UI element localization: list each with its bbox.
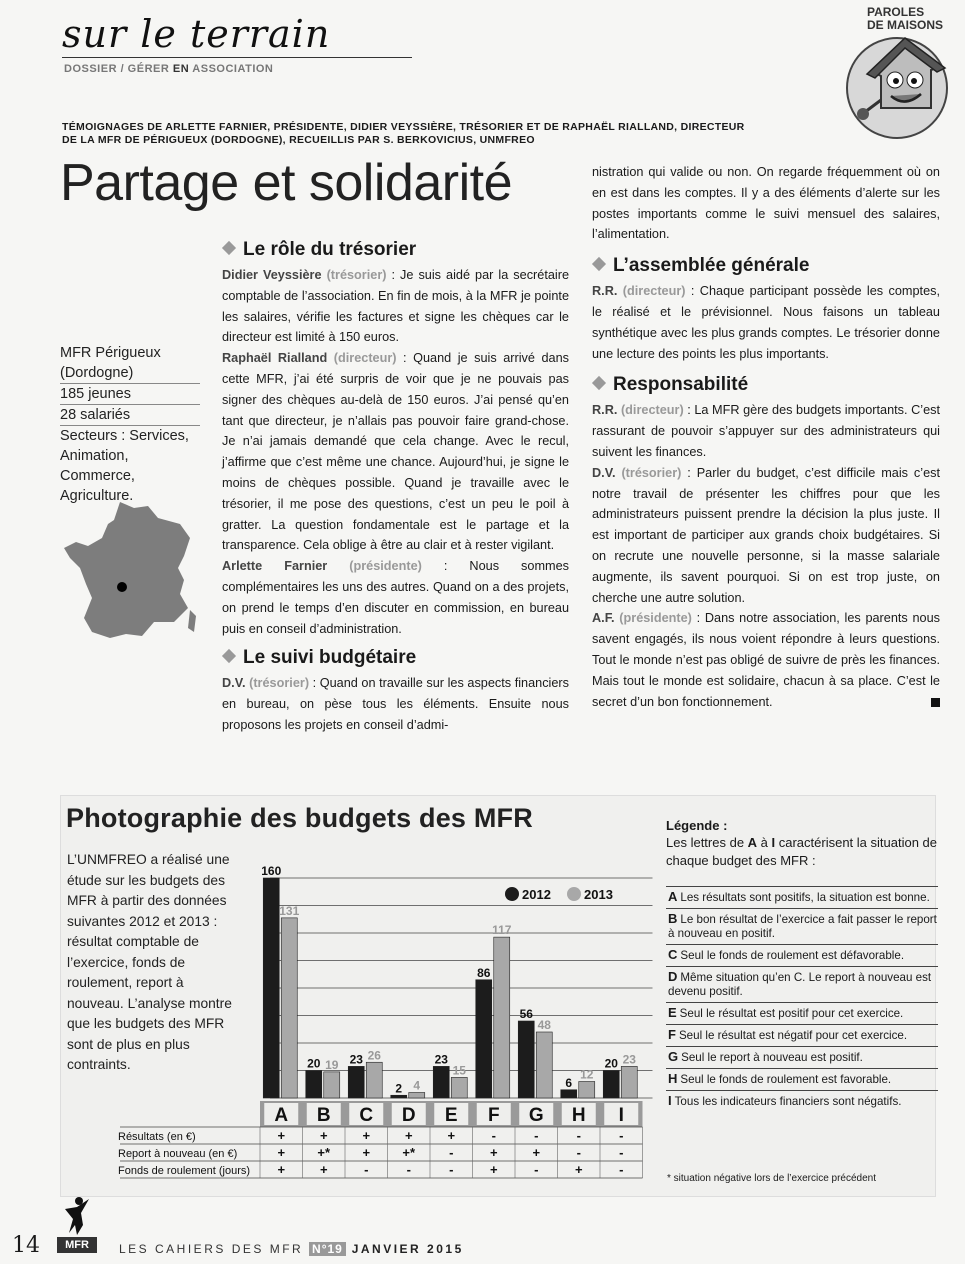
- speaker-role: (trésorier): [621, 465, 682, 480]
- bar-value-label: 4: [413, 1078, 421, 1093]
- infobox-intro: L’UNMFREO a réalisé une étude sur les budgets des MFR à partir des données suivantes 2012 et 2013 : résultat comptable de l’exercice, fonds de roulement, report à nouveau. L’analyse montre que les budgets des MFR sont de plus en plus contraints.: [67, 852, 232, 1072]
- paragraph-text: : Chaque participant possède les comptes, le réalisé et le prévisionnel. Nous faisons un tableau synthétique avec les plus grands comptes. Le trésorier donne une lecture des points les plus importants.: [592, 284, 940, 361]
- category-label: B: [316, 1105, 331, 1126]
- bar-2012-D: [391, 1095, 407, 1098]
- indicator-cell: +: [319, 1128, 328, 1143]
- indicator-cell: +: [574, 1162, 583, 1177]
- legend-item-key: B: [668, 911, 678, 926]
- bar-value-label: 15: [452, 1063, 466, 1078]
- paragraph: [592, 608, 940, 712]
- heading-text: Responsabilité: [613, 374, 749, 396]
- issue-date: JANVIER 2015: [351, 1242, 464, 1256]
- legend-item-key: G: [668, 1049, 679, 1064]
- paragraph-text: : Je suis aidé par la secrétaire comptable de l’association. En fin de mois, à la MFR je pointe les salaires, vérifie les factures et signe les chèques car le directeur est limité à 150 euros.: [222, 268, 569, 345]
- speaker-name: R.R.: [592, 403, 618, 418]
- bar-2013-B: [324, 1072, 340, 1098]
- speaker-name: Arlette Farnier: [222, 559, 328, 574]
- heading-responsabilite: [592, 372, 940, 398]
- paragraph: [592, 281, 940, 364]
- diamond-icon: [592, 376, 606, 390]
- legend-item-key: E: [668, 1005, 677, 1020]
- category-label: H: [571, 1105, 586, 1126]
- indicator-cell: +: [489, 1145, 498, 1160]
- bar-2012-F: [476, 980, 492, 1098]
- category-label: A: [274, 1105, 289, 1126]
- chart-value-labels: [261, 864, 636, 1095]
- paragraph-text: : Parler du budget, c’est difficile mais c’est notre travail de présenter les chiffres pour que les administrateurs puissent prendre la décision la plus juste. Il est important de participer aux grands choix budgétaires. Si on recrute une nouvelle personne, si la masse salariale augmente, ils savent pourquoi. Si on est trop juste, on cherche une autre solution.: [592, 465, 940, 605]
- bar-2012-C: [348, 1066, 364, 1098]
- speaker-role: (trésorier): [249, 676, 310, 691]
- france-map-icon: [62, 498, 202, 648]
- bar-value-label: 48: [537, 1018, 551, 1032]
- dossier-suffix: ASSOCIATION: [192, 63, 274, 75]
- heading-text: Le rôle du trésorier: [243, 239, 417, 260]
- legend-item-text: Seul le résultat est positif pour cet exercice.: [679, 1007, 904, 1020]
- legend-item: [666, 1046, 938, 1068]
- bar-value-label: 12: [580, 1067, 594, 1082]
- diamond-icon: [222, 649, 236, 663]
- indicator-cell: -: [619, 1145, 624, 1160]
- indicator-row-label: Fonds de roulement (jours): [118, 1165, 251, 1177]
- bar-value-label: 117: [492, 923, 512, 938]
- bar-value-label: 56: [519, 1007, 533, 1021]
- indicator-cell: +: [404, 1128, 413, 1143]
- indicator-cell: +: [532, 1145, 541, 1160]
- speaker-name: Didier Veyssière: [222, 268, 322, 282]
- section-rubric: sur le terrain: [62, 12, 331, 56]
- indicator-cell: +: [447, 1128, 456, 1143]
- indicator-cell: +: [277, 1162, 286, 1177]
- indicator-cell: +*: [402, 1145, 416, 1160]
- mfr-info-sidebar: [60, 343, 200, 506]
- legend-item: [666, 1068, 938, 1090]
- legend-item: [666, 886, 938, 908]
- dossier-prefix: DOSSIER / GÉRER: [64, 63, 170, 75]
- legend-item: [666, 1024, 938, 1046]
- paragraph: [592, 463, 940, 609]
- publication-name: LES CAHIERS DES MFR: [119, 1242, 304, 1256]
- legend-item-key: H: [668, 1071, 678, 1086]
- bar-2013-D: [409, 1093, 425, 1099]
- bar-value-label: 20: [307, 1056, 321, 1071]
- legend-list: [666, 886, 938, 1112]
- bar-value-label: 6: [565, 1075, 573, 1090]
- indicator-row-label: Résultats (en €): [118, 1131, 196, 1143]
- indicator-cell: +: [489, 1162, 498, 1177]
- bar-value-label: 26: [367, 1048, 381, 1063]
- indicator-cell: -: [619, 1162, 624, 1177]
- issue-number: N°19: [309, 1242, 346, 1256]
- dossier-label: [64, 63, 273, 75]
- dossier-em: EN: [172, 63, 190, 75]
- bar-2013-I: [621, 1066, 637, 1098]
- bar-value-label: 86: [477, 965, 491, 980]
- indicator-cell: +: [277, 1145, 286, 1160]
- category-label: G: [528, 1105, 544, 1126]
- bar-2012-A: [263, 878, 279, 1098]
- heading-role-tresorier: [222, 237, 569, 263]
- legend-title: Légende :: [666, 818, 728, 833]
- badge-line-2: DE MAISONS: [866, 18, 943, 32]
- heading-text: L’assemblée générale: [613, 255, 810, 277]
- chart-legend: [505, 887, 613, 902]
- legend-item-key: F: [668, 1027, 676, 1042]
- legend-item: [666, 908, 938, 944]
- sidebar-salaries: 28 salariés: [60, 405, 200, 426]
- indicator-row-label: Report à nouveau (en €): [118, 1148, 238, 1160]
- footer-publication: [119, 1242, 464, 1256]
- legend-label: 2012: [522, 887, 551, 902]
- bar-2013-G: [536, 1032, 552, 1098]
- category-label: I: [618, 1105, 624, 1126]
- bar-value-label: 2: [395, 1081, 403, 1096]
- heading-text: Le suivi budgétaire: [243, 647, 417, 669]
- bar-2012-E: [433, 1066, 449, 1098]
- bar-2013-A: [281, 918, 297, 1098]
- infobox-title: Photographie des budgets des MFR: [66, 803, 533, 833]
- legend-item: [666, 1090, 938, 1112]
- badge-text: [867, 6, 943, 32]
- legend-description: [666, 834, 938, 870]
- indicator-cell: +: [319, 1162, 328, 1177]
- speaker-role: (directeur): [620, 403, 684, 418]
- rubric-divider: [62, 57, 412, 58]
- indicator-cell: -: [534, 1162, 539, 1177]
- bar-value-label: 19: [325, 1057, 339, 1072]
- paragraph: [222, 673, 569, 735]
- bar-value-label: 160: [261, 864, 282, 878]
- indicator-cell: -: [576, 1128, 581, 1143]
- legend-item-text: Seul le résultat est négatif pour cet exercice.: [678, 1029, 908, 1042]
- legend-item-text: Le bon résultat de l’exercice a fait passer le report à nouveau en positif.: [668, 913, 937, 940]
- credits: TÉMOIGNAGES DE ARLETTE FARNIER, PRÉSIDENTE, DIDIER VEYSSIÈRE, TRÉSORIER ET DE RAPHAËL RIALLAND, DIRECTEUR DE LA MFR DE PÉRIGUEUX (DORDOGNE), RECUEILLIS PAR S. BERKOVICIUS, UNMFREO: [62, 121, 745, 146]
- indicator-cell: -: [576, 1145, 581, 1160]
- legend-item: [666, 1002, 938, 1024]
- sidebar-jeunes: 185 jeunes: [60, 384, 200, 405]
- logo-text: MFR: [65, 1239, 89, 1251]
- legend-item-text: Seul le fonds de roulement est défavorable.: [680, 949, 905, 962]
- indicator-cell: -: [449, 1162, 454, 1177]
- bar-2013-H: [579, 1082, 595, 1099]
- legend-desc-part: A: [747, 835, 758, 850]
- legend-block: [666, 817, 938, 870]
- bar-value-label: 131: [279, 903, 300, 918]
- indicator-cell: -: [534, 1128, 539, 1143]
- speaker-role: (présidente): [349, 559, 422, 574]
- budget-bar-chart: [60, 860, 660, 1190]
- legend-item-key: I: [668, 1093, 672, 1108]
- indicator-cell: +: [277, 1128, 286, 1143]
- speaker-role: (présidente): [619, 611, 692, 626]
- bar-2013-C: [366, 1062, 382, 1098]
- bar-2012-G: [518, 1021, 534, 1098]
- paragraph-text: : La MFR gère des budgets importants. C’est rassurant de pouvoir s’appuyer sur des administrateurs qui suivent les finances.: [592, 403, 941, 459]
- end-mark: [931, 698, 940, 707]
- speaker-name: R.R.: [592, 284, 618, 299]
- speaker-role: (directeur): [333, 351, 397, 366]
- legend-item-key: C: [668, 947, 678, 962]
- article-column-1: [222, 239, 569, 736]
- legend-swatch-2013: [567, 887, 581, 901]
- legend-item-text: Tous les indicateurs financiers sont négatifs.: [674, 1095, 902, 1108]
- speaker-role: (trésorier): [326, 268, 387, 282]
- category-label: E: [444, 1105, 458, 1126]
- indicator-cell: -: [449, 1145, 454, 1160]
- indicator-table: [118, 1101, 643, 1178]
- paragraph: [592, 400, 940, 462]
- indicator-cell: +: [362, 1145, 371, 1160]
- paragraph: [222, 348, 569, 556]
- legend-desc-part: I: [771, 835, 776, 850]
- legend-item: [666, 966, 938, 1002]
- legend-desc-part: à: [757, 835, 772, 850]
- diamond-icon: [592, 257, 606, 271]
- indicator-cell: +: [362, 1128, 371, 1143]
- legend-item-text: Même situation qu’en C. Le report à nouveau est devenu positif.: [668, 971, 932, 998]
- bar-value-label: 23: [622, 1052, 636, 1067]
- legend-item-key: D: [668, 969, 678, 984]
- diamond-icon: [222, 241, 236, 255]
- legend-item-text: Seul le fonds de roulement est favorable.: [680, 1073, 892, 1086]
- indicator-cell: -: [406, 1162, 411, 1177]
- sidebar-name: MFR Périgueux (Dordogne): [60, 343, 200, 384]
- footnote: * situation négative lors de l’exercice précédent: [667, 1173, 877, 1184]
- legend-item-text: Seul le report à nouveau est positif.: [681, 1051, 863, 1064]
- paragraph-continued: nistration qui valide ou non. On regarde fréquemment où on en est dans les comptes. Il y a des éléments d’alerte sur les postes importants comme le suivi mensuel des salaires, l’alimentation.: [592, 165, 940, 242]
- article-column-2: [592, 162, 940, 712]
- paragraph-text: : Nous sommes complémentaires les uns des autres. Quand on a des projets, on prend le temps d’en discuter en commission, en bureau puis en conseil d’administration.: [222, 559, 569, 636]
- bar-2012-H: [561, 1090, 577, 1098]
- mfr-logo: [57, 1195, 97, 1253]
- article-title: Partage et solidarité: [60, 154, 512, 212]
- legend-item-key: A: [668, 889, 678, 904]
- legend-label: 2013: [584, 887, 613, 902]
- paragraph-text: : Dans notre association, les parents nous savent engagés, ils nous voient répondre à leurs questions. Tout le monde n’est pas obligé de suivre de près les finances. Mais tout le monde est solidaire, chacun à sa place. C’est le secret d’un bon fonctionnement.: [592, 611, 940, 709]
- paragraph-text: : Quand je suis arrivé dans cette MFR, j’ai été surpris de voir que je ne pouvais pas signer des chèques au-delà de 150 euros. J’ai pensé qu’en tant que directeur, je n’allais pas pouvoir faire grand-chose. Je n’ai jamais demandé que cela change. Avec le recul, j’affirme que c’est même une chance. Aujourd’hui, je signe le moins de chèques possible. Quand je travaille avec le trésorier, il me pose des questions, c’est un peu le poil à gratter. La question fondamentale est le partage et la transparence. Cela oblige à être au clair et à rester vigilant.: [222, 351, 569, 553]
- indicator-cell: +*: [317, 1145, 331, 1160]
- paragraph: [222, 265, 569, 348]
- indicator-cell: -: [619, 1128, 624, 1143]
- speaker-name: Raphaël Rialland: [222, 351, 328, 366]
- bar-2012-B: [306, 1071, 322, 1099]
- heading-assemblee-generale: [592, 253, 940, 279]
- legend-desc-part: caractérisent la situation de chaque budget des MFR :: [666, 835, 938, 868]
- speaker-name: D.V.: [592, 465, 616, 480]
- page-number: 14: [12, 1233, 40, 1258]
- badge-line-1: PAROLES: [866, 5, 925, 19]
- speaker-name: D.V.: [222, 676, 246, 691]
- bar-2013-E: [451, 1077, 467, 1098]
- speaker-role: (directeur): [622, 284, 686, 299]
- category-label: F: [487, 1105, 500, 1126]
- legend-item-text: Les résultats sont positifs, la situation est bonne.: [680, 891, 930, 904]
- heading-suivi-budgetaire: [222, 645, 569, 671]
- category-label: D: [401, 1105, 416, 1126]
- category-label: C: [359, 1105, 374, 1126]
- paroles-de-maisons-badge: [835, 2, 965, 140]
- legend-desc-part: Les lettres de: [666, 835, 748, 850]
- bar-value-label: 23: [349, 1052, 363, 1067]
- legend-item: [666, 944, 938, 966]
- bar-2012-I: [603, 1071, 619, 1099]
- sidebar-secteurs: Secteurs : Services, Animation, Commerce, Agriculture.: [60, 428, 189, 504]
- paragraph-text: : Quand on travaille sur les aspects financiers en bureau, on pèse tous les éléments. Ensuite nous proposons les projets en conseil d’admi-: [222, 676, 569, 732]
- legend-swatch-2012: [505, 887, 519, 901]
- speaker-name: A.F.: [592, 611, 615, 626]
- france-map: [62, 498, 200, 648]
- bar-value-label: 20: [604, 1056, 618, 1071]
- bar-value-label: 23: [434, 1052, 448, 1067]
- indicator-cell: -: [491, 1128, 496, 1143]
- bar-2013-F: [494, 937, 510, 1098]
- paragraph: [222, 556, 569, 639]
- indicator-cell: -: [364, 1162, 369, 1177]
